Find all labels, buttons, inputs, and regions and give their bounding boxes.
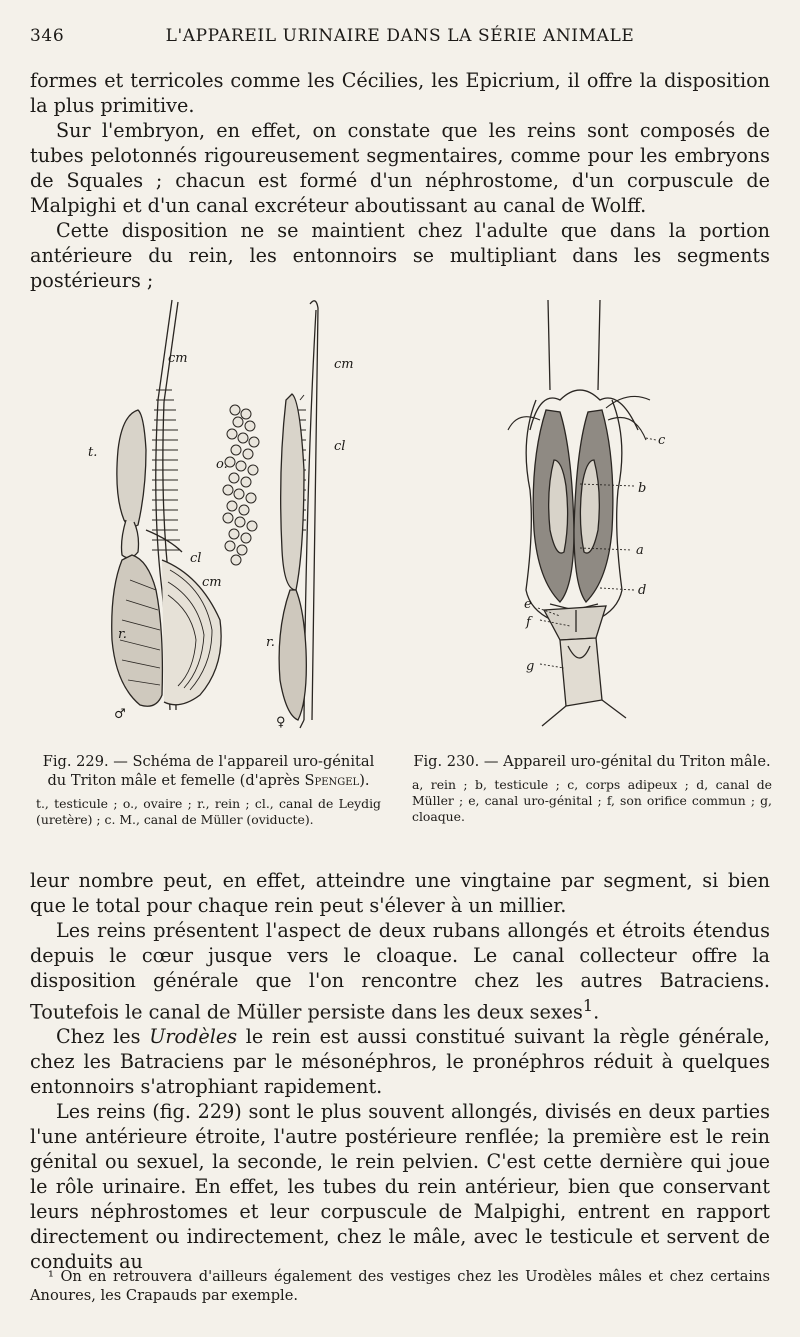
- symbol-female: ♀: [276, 715, 286, 730]
- label-a: a: [636, 543, 644, 558]
- paragraph: Chez les Urodèles le rein est aussi constitué suivant la règle générale, chez les Batraciens par le mésonéphros, le pronéphros réduit à quelques entonnoirs s'atrophiant rapidement.: [30, 1025, 770, 1099]
- body-text-bottom: [30, 868, 770, 1274]
- label-cm-male-top: cm: [168, 351, 188, 366]
- body-text-top: [30, 68, 770, 293]
- figure-229-legend: t., testicule ; o., ovaire ; r., rein ; cl., canal de Leydig (uretère) ; c. M., canal de Müller (oviducte).: [36, 796, 381, 827]
- paragraph: formes et terricoles comme les Cécilies, les Epicrium, il offre la disposition la plus primitive.: [30, 69, 770, 117]
- label-f: f: [526, 615, 531, 630]
- paragraph: Les reins présentent l'aspect de deux rubans allongés et étroits étendus depuis le cœur jusque vers le cloaque. Le canal collecteur offre la disposition générale que l'on rencontre chez les autres Batraciens. Toutefois le canal de Müller persiste dans les deux sexes$^1$.: [30, 919, 770, 1024]
- paragraph: leur nombre peut, en effet, atteindre une vingtaine par segment, si bien que le total pour chaque rein peut s'élever à un millier.: [30, 869, 770, 917]
- label-cl-female: cl: [334, 439, 346, 454]
- label-rein-male: r.: [118, 627, 127, 642]
- figure-229-caption: [36, 752, 381, 828]
- figure-229-title: Fig. 229. — Schéma de l'appareil uro-génital du Triton mâle et femelle (d'après Spengel).: [42, 753, 375, 789]
- figure-230-title: Fig. 230. — Appareil uro-génital du Triton mâle.: [413, 753, 771, 770]
- figure-229-male-drawing: [112, 300, 221, 710]
- running-header: [30, 26, 770, 52]
- figure-229-ovary-drawing: [223, 405, 259, 565]
- label-d: d: [638, 583, 647, 598]
- figure-229-female-drawing: [279, 301, 318, 728]
- label-e: e: [524, 597, 532, 612]
- footnote: [30, 1267, 770, 1305]
- label-cm-female: cm: [334, 357, 354, 372]
- label-c: c: [658, 433, 666, 448]
- paragraph: Cette disposition ne se maintient chez l'adulte que dans la portion antérieure du rein, les entonnoirs se multipliant dans les segments postérieurs ;: [30, 219, 770, 292]
- figure-230-caption: [412, 752, 772, 825]
- label-testicule: t.: [88, 445, 98, 460]
- label-rein-female: r.: [266, 635, 275, 650]
- footnote-text: ¹ On en retrouvera d'ailleurs également des vestiges chez les Urodèles mâles et chez certains Anoures, les Crapauds par exemple.: [30, 1268, 770, 1304]
- page-number: 346: [30, 26, 65, 46]
- paragraph: Les reins (fig. 229) sont le plus souvent allongés, divisés en deux parties l'une antérieure étroite, l'autre postérieure renflée; la première est le rein génital ou sexuel, la seconde, le rein pelvien. C'est cette dernière qui joue le rôle urinaire. En effet, les tubes du rein antérieur, bien que conservant leurs néphrostomes et leur corpuscule de Malpighi, entrent en rapport directement ou indirectement, chez le mâle, avec le testicule et servent de conduits au: [30, 1100, 770, 1274]
- label-b: b: [638, 481, 647, 496]
- running-title: L'APPAREIL URINAIRE DANS LA SÉRIE ANIMALE: [165, 26, 635, 46]
- label-g: g: [526, 659, 535, 674]
- symbol-male: ♂: [114, 707, 126, 722]
- label-cl-male: cl: [190, 551, 202, 566]
- paragraph: Sur l'embryon, en effet, on constate que les reins sont composés de tubes pelotonnés rigoureusement segmentaires, comme pour les embryons de Squales ; chacun est formé d'un néphrostome, d'un corpuscule de Malpighi et d'un canal excréteur aboutissant au canal de Wolff.: [30, 119, 770, 217]
- figure-illustrations: [60, 290, 750, 730]
- label-ovaire: o.: [216, 457, 228, 472]
- label-cm-male: cm: [202, 575, 222, 590]
- figure-230-legend: a, rein ; b, testicule ; c, corps adipeux ; d, canal de Müller ; e, canal uro-génital ; f, son orifice commun ; g, cloaque.: [412, 777, 772, 824]
- figures-area: [60, 290, 750, 730]
- footnote-ref: 1: [582, 996, 594, 1015]
